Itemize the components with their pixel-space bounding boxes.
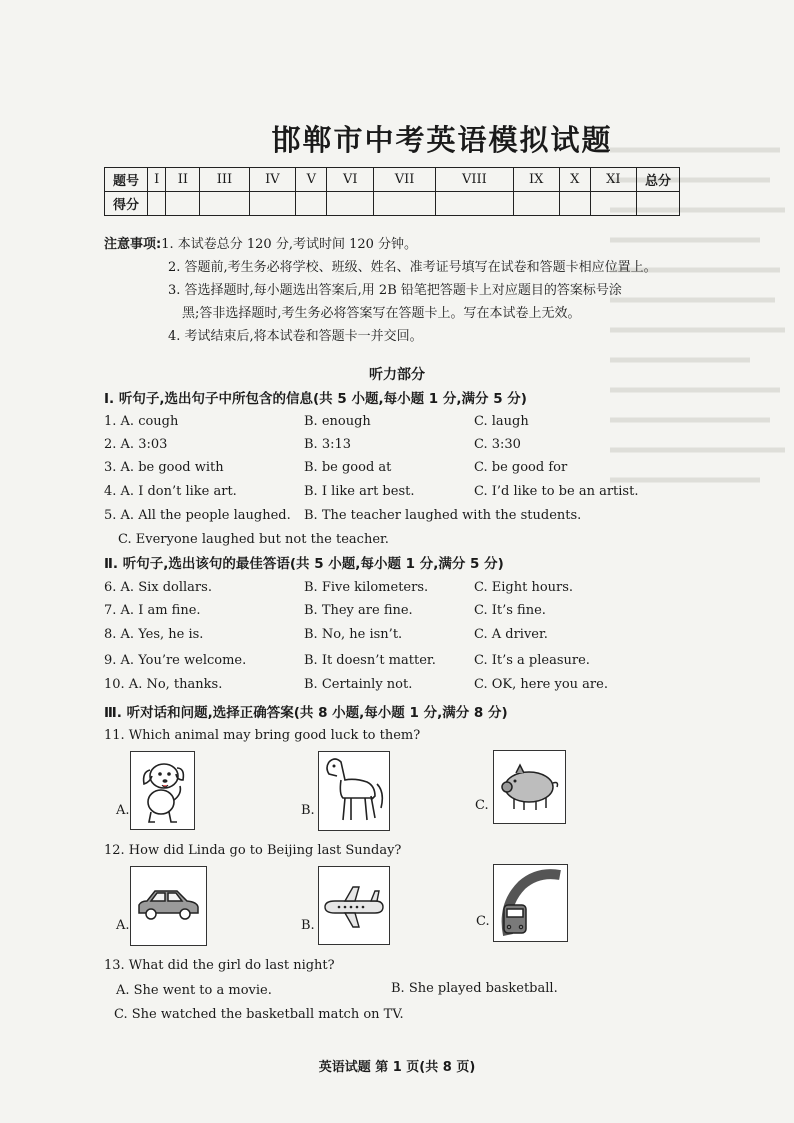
- pig-drawing: [494, 751, 565, 823]
- airplane-drawing: [319, 867, 389, 944]
- q12-label-b: B.: [301, 918, 315, 933]
- score-cell: [559, 192, 590, 216]
- score-cell: [249, 192, 296, 216]
- option-c: C. It’s fine.: [474, 603, 546, 618]
- col-2: II: [166, 168, 200, 192]
- pig-icon: [493, 750, 566, 824]
- option-a: 10. A. No, thanks.: [104, 677, 223, 692]
- score-cell: [296, 192, 327, 216]
- col-3: III: [200, 168, 249, 192]
- score-table-score-row: [105, 192, 680, 216]
- score-table-header-row: [105, 168, 680, 192]
- score-cell: [374, 192, 436, 216]
- option-b: B. The teacher laughed with the students.: [304, 508, 582, 523]
- option-a: 4. A. I don’t like art.: [104, 484, 237, 499]
- option-b: B. enough: [304, 414, 371, 429]
- option-a: 5. A. All the people laughed.: [104, 508, 291, 523]
- option-a: 1. A. cough: [104, 414, 179, 429]
- q11-label-b: B.: [301, 803, 315, 818]
- airplane-icon: [318, 866, 390, 945]
- option-a: 7. A. I am fine.: [104, 603, 201, 618]
- q11-label-a: A.: [116, 803, 130, 818]
- col-5: V: [296, 168, 327, 192]
- q12-label-a: A.: [116, 918, 130, 933]
- score-cell: [148, 192, 166, 216]
- option-c: C. I’d like to be an artist.: [474, 484, 639, 499]
- car-drawing: [131, 867, 206, 945]
- score-table: [104, 167, 680, 216]
- option-a: 6. A. Six dollars.: [104, 580, 212, 595]
- col-1: I: [148, 168, 166, 192]
- part1-heading: Ⅰ. 听句子,选出句子中所包含的信息(共 5 小题,每小题 1 分,满分 5 分): [104, 391, 527, 407]
- option-a: 9. A. You’re welcome.: [104, 653, 247, 668]
- option-b: B. Certainly not.: [304, 677, 413, 692]
- q11-label-c: C.: [475, 798, 489, 813]
- col-8: VIII: [436, 168, 513, 192]
- dog-icon: [130, 751, 195, 830]
- option-b: B. be good at: [304, 460, 392, 475]
- col-9: IX: [513, 168, 559, 192]
- notes-heading: 注意事项:: [104, 237, 162, 252]
- car-icon: [130, 866, 207, 946]
- option-b: B. Five kilometers.: [304, 580, 429, 595]
- row-label-score: 得分: [105, 192, 148, 216]
- q13-option-c: C. She watched the basketball match on TV.: [114, 1007, 404, 1022]
- score-cell: [590, 192, 636, 216]
- note-item: 4. 考试结束后,将本试卷和答题卡一并交回。: [168, 329, 423, 344]
- horse-icon: [318, 751, 390, 831]
- option-b: B. They are fine.: [304, 603, 413, 618]
- dog-drawing: [131, 752, 194, 829]
- option-c: C. 3:30: [474, 437, 521, 452]
- score-cell: [327, 192, 374, 216]
- option-b: B. No, he isn’t.: [304, 627, 403, 642]
- question-13-stem: 13. What did the girl do last night?: [104, 958, 335, 973]
- option-a: 3. A. be good with: [104, 460, 224, 475]
- q12-label-c: C.: [476, 914, 490, 929]
- exam-notes: [104, 233, 694, 348]
- col-10: X: [559, 168, 590, 192]
- option-b: B. I like art best.: [304, 484, 415, 499]
- option-c: C. be good for: [474, 460, 568, 475]
- total-score-cell: [637, 192, 680, 216]
- part3-heading: Ⅲ. 听对话和问题,选择正确答案(共 8 小题,每小题 1 分,满分 8 分): [104, 705, 508, 721]
- option-b: B. It doesn’t matter.: [304, 653, 436, 668]
- option-c: C. A driver.: [474, 627, 548, 642]
- train-drawing: [494, 865, 567, 941]
- question-11-stem: 11. Which animal may bring good luck to them?: [104, 728, 421, 743]
- option-c: C. OK, here you are.: [474, 677, 608, 692]
- option-a: 8. A. Yes, he is.: [104, 627, 204, 642]
- row-label-question-number: 题号: [105, 168, 148, 192]
- option-a: 2. A. 3:03: [104, 437, 168, 452]
- option-c: C. It’s a pleasure.: [474, 653, 590, 668]
- note-item: 1. 本试卷总分 120 分,考试时间 120 分钟。: [161, 237, 418, 252]
- option-c: C. laugh: [474, 414, 529, 429]
- exam-title: 邯郸市中考英语模拟试题: [271, 123, 613, 157]
- score-cell: [436, 192, 513, 216]
- score-cell: [513, 192, 559, 216]
- score-cell: [166, 192, 200, 216]
- col-4: IV: [249, 168, 296, 192]
- note-item-continued: 黑;答非选择题时,考生务必将答案写在答题卡上。写在本试卷上无效。: [182, 306, 581, 321]
- option-c: C. Eight hours.: [474, 580, 574, 595]
- option-b: B. 3:13: [304, 437, 352, 452]
- q13-option-b: B. She played basketball.: [391, 981, 558, 996]
- note-item: 2. 答题前,考生务必将学校、班级、姓名、准考证号填写在试卷和答题卡相应位置上。: [168, 260, 657, 275]
- col-11: XI: [590, 168, 636, 192]
- page-footer: 英语试题 第 1 页(共 8 页): [318, 1060, 476, 1075]
- question-12-stem: 12. How did Linda go to Beijing last Sunday?: [104, 843, 402, 858]
- score-cell: [200, 192, 249, 216]
- col-7: VII: [374, 168, 436, 192]
- note-item: 3. 答选择题时,每小题选出答案后,用 2B 铅笔把答题卡上对应题目的答案标号涂: [168, 283, 622, 298]
- section-title-listening: 听力部分: [369, 367, 425, 383]
- train-icon: [493, 864, 568, 942]
- total-label: 总分: [637, 168, 680, 192]
- part2-heading: Ⅱ. 听句子,选出该句的最佳答语(共 5 小题,每小题 1 分,满分 5 分): [104, 556, 504, 572]
- horse-drawing: [319, 752, 389, 830]
- col-6: VI: [327, 168, 374, 192]
- question-5-option-c: C. Everyone laughed but not the teacher.: [118, 532, 389, 547]
- q13-option-a: A. She went to a movie.: [116, 983, 272, 998]
